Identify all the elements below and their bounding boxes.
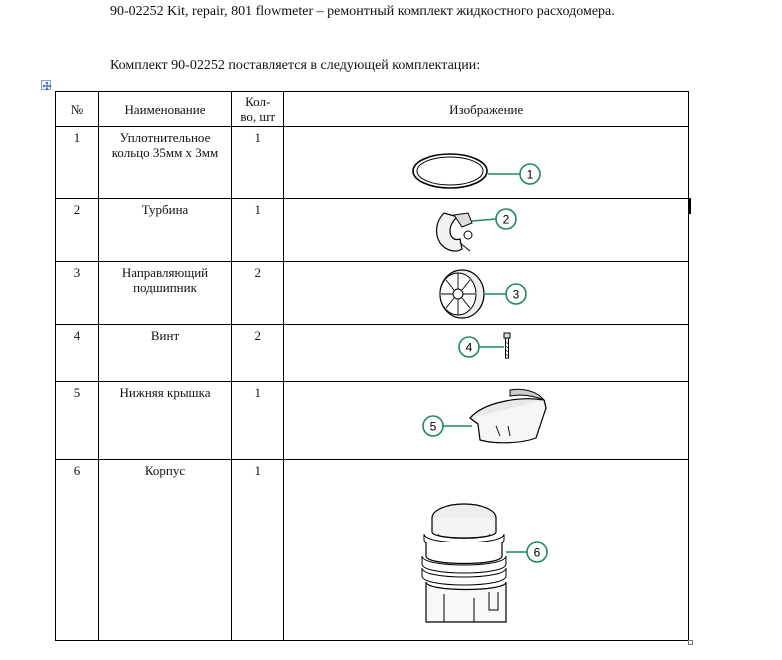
row-name: Направляющий подшипник	[98, 262, 231, 325]
header-name: Наименование	[98, 92, 231, 127]
intro-paragraph: 90-02252 Kit, repair, 801 flowmeter – ремонтный комплект жидкостного расходомера.	[110, 4, 615, 19]
row-quantity: 2	[232, 325, 284, 382]
row-image	[284, 325, 689, 382]
bottom-cover-icon	[284, 382, 680, 460]
callout-label: 3	[513, 287, 520, 302]
callout-label: 2	[503, 212, 510, 227]
text-cursor	[689, 198, 691, 214]
row-name: Корпус	[98, 460, 231, 641]
row-quantity: 1	[232, 127, 284, 199]
table-row	[56, 382, 689, 460]
table-row	[56, 199, 689, 262]
row-image	[284, 262, 689, 325]
header-quantity	[232, 92, 284, 127]
row-number: 6	[56, 460, 99, 641]
table-row	[56, 325, 689, 382]
row-quantity: 1	[232, 382, 284, 460]
table-header-row	[56, 92, 689, 127]
header-quantity-line1: Кол-	[245, 94, 271, 109]
row-name: Уплотнительное кольцо 35мм х 3мм	[98, 127, 231, 199]
table-move-handle-icon[interactable]	[41, 80, 51, 90]
housing-icon	[284, 460, 680, 641]
table-resize-handle[interactable]	[688, 640, 693, 645]
bearing-icon	[284, 262, 680, 325]
screw-icon	[284, 325, 680, 382]
callout-label: 1	[527, 167, 534, 182]
table-row	[56, 127, 689, 199]
row-name: Винт	[98, 325, 231, 382]
turbine-icon	[284, 199, 680, 262]
row-number: 2	[56, 199, 99, 262]
callout-label: 6	[534, 545, 541, 560]
header-image: Изображение	[284, 92, 689, 127]
callout-label: 5	[430, 419, 437, 434]
row-image	[284, 127, 689, 199]
row-quantity: 1	[232, 199, 284, 262]
row-image	[284, 382, 689, 460]
row-number: 3	[56, 262, 99, 325]
row-quantity: 2	[232, 262, 284, 325]
row-image	[284, 460, 689, 641]
kit-contents-table	[55, 91, 689, 641]
table-row	[56, 460, 689, 641]
row-quantity: 1	[232, 460, 284, 641]
header-number: №	[56, 92, 99, 127]
row-name: Нижняя крышка	[98, 382, 231, 460]
row-number: 5	[56, 382, 99, 460]
row-number: 4	[56, 325, 99, 382]
o-ring-icon	[284, 127, 680, 199]
row-image	[284, 199, 689, 262]
table-row	[56, 262, 689, 325]
kit-contents-caption: Комплект 90-02252 поставляется в следующей комплектации:	[110, 58, 481, 73]
callout-label: 4	[466, 340, 473, 355]
row-name: Турбина	[98, 199, 231, 262]
row-number: 1	[56, 127, 99, 199]
header-quantity-line2: во, шт	[240, 109, 276, 124]
